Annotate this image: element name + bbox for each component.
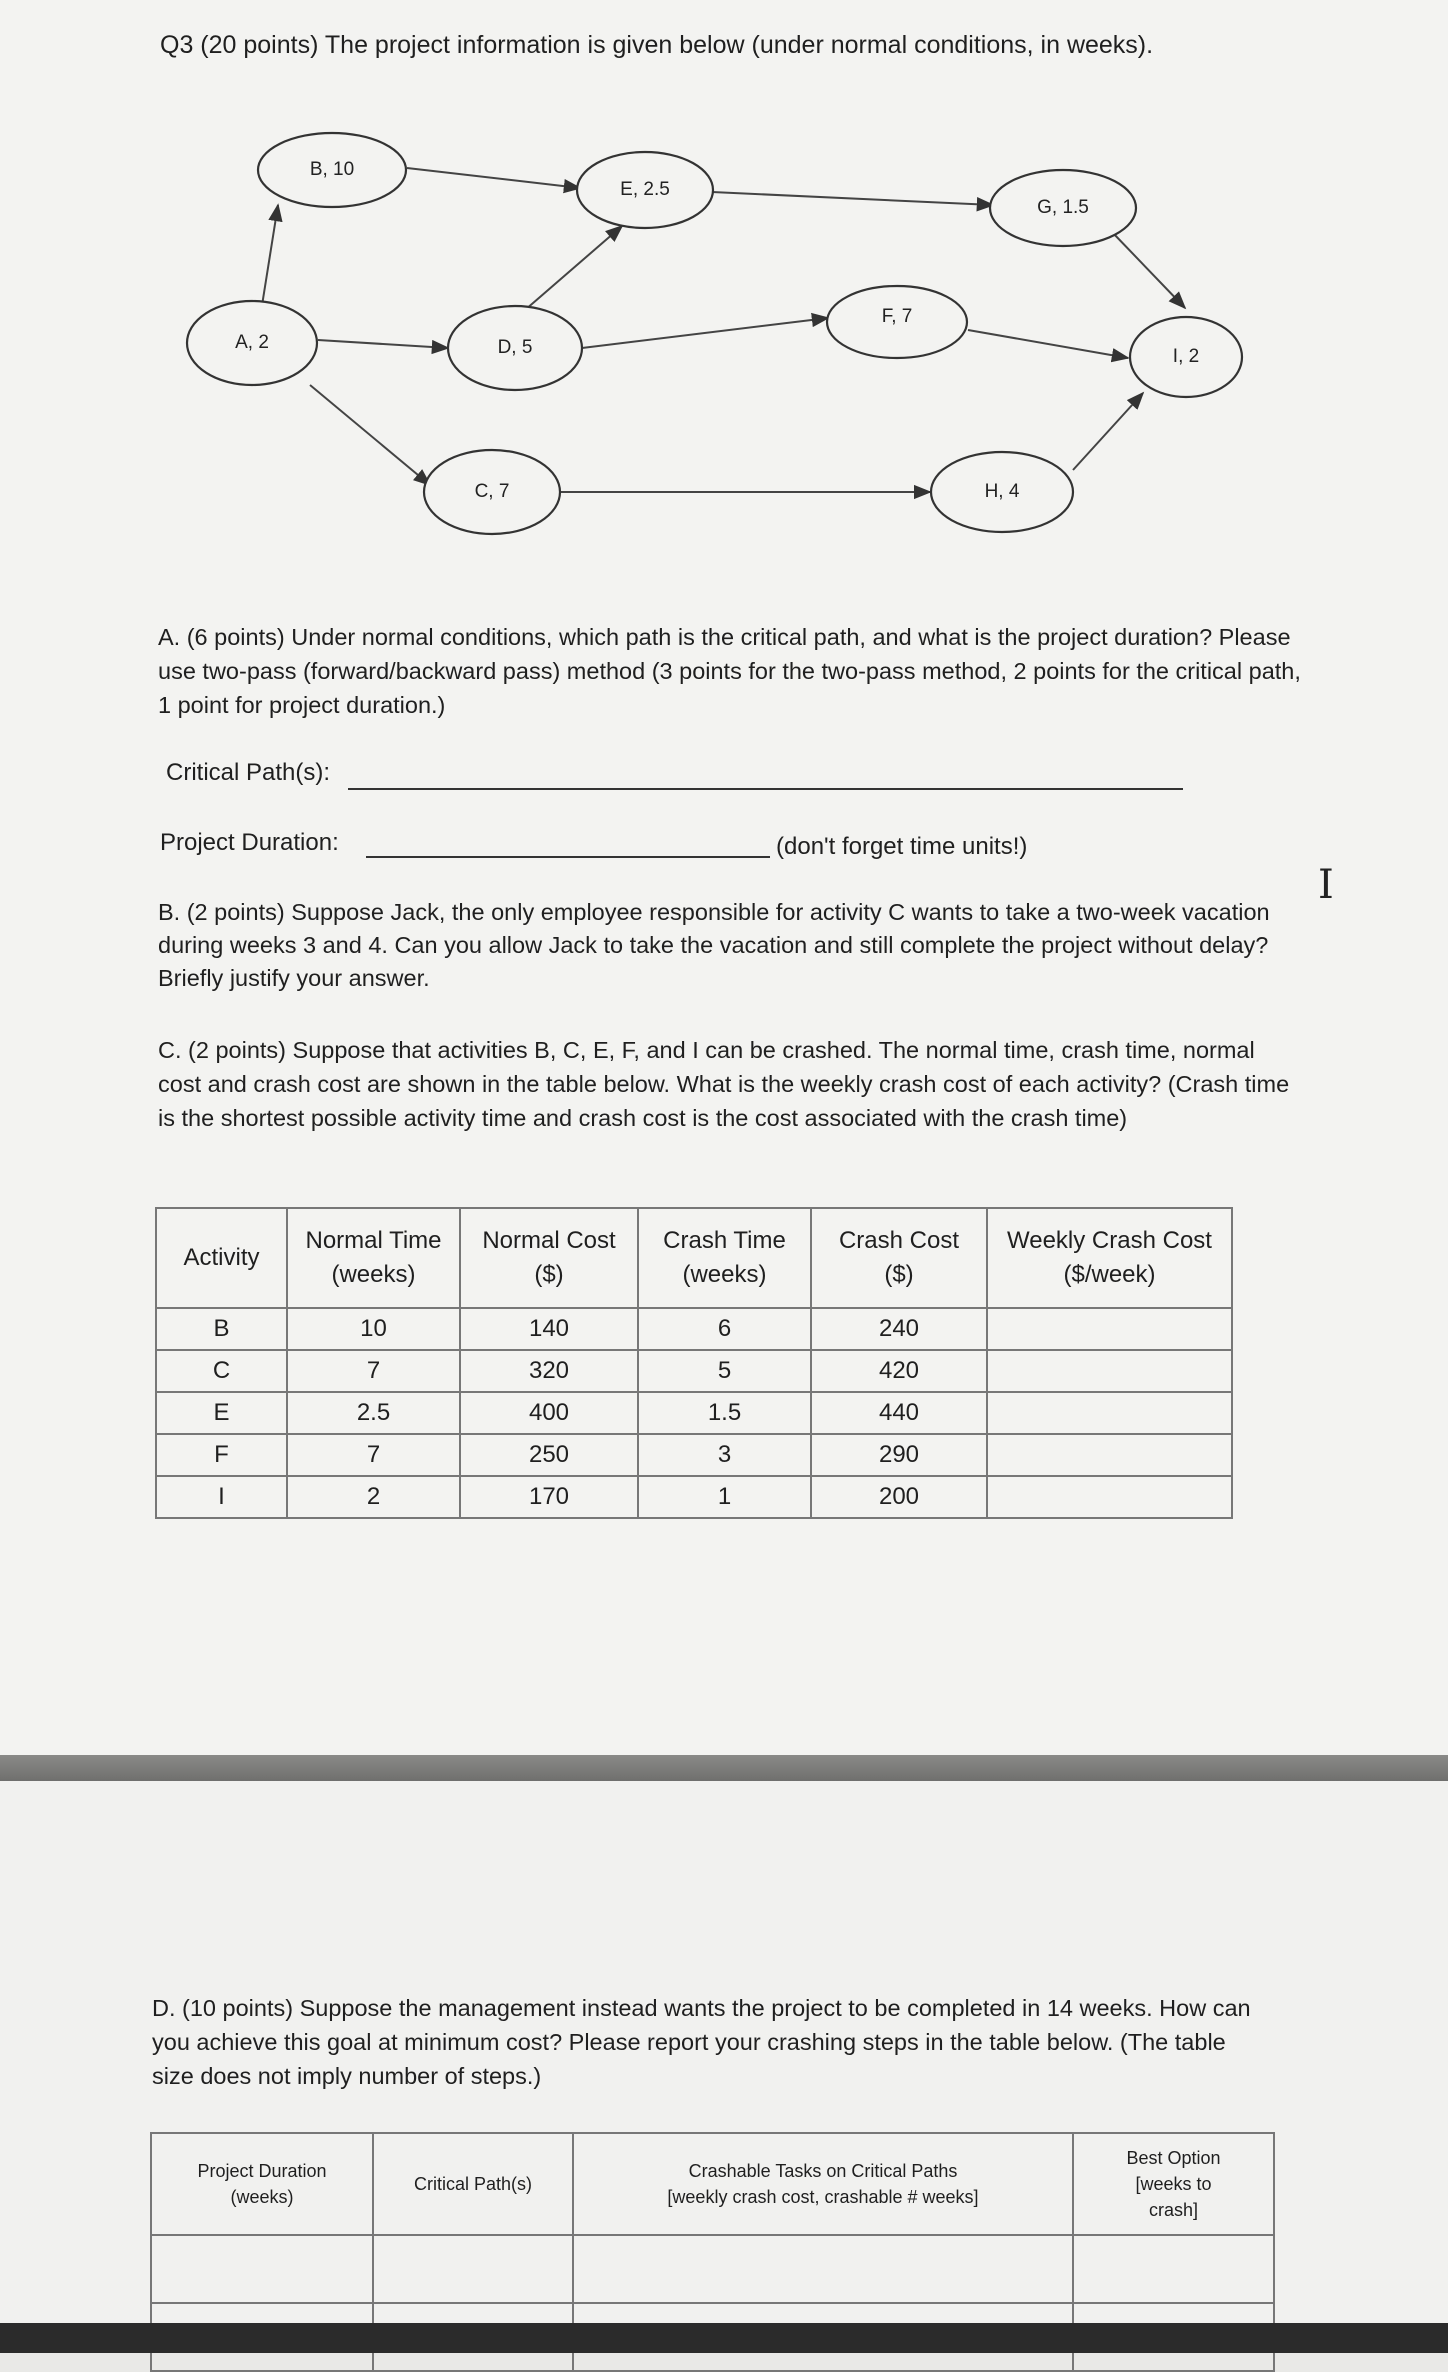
node-label-i: I, 2	[1172, 346, 1200, 367]
duration-units-note: (don't forget time units!)	[776, 833, 1028, 860]
cell-normal-cost: 320	[460, 1350, 638, 1392]
cell-crash-time: 5	[638, 1350, 811, 1392]
cell-crash-cost: 440	[811, 1392, 987, 1434]
table-row	[156, 1308, 1232, 1350]
header-normal-time: Normal Time (weeks)	[287, 1208, 460, 1308]
header-crash-cost: Crash Cost ($)	[811, 1208, 987, 1308]
edge-h-i	[1073, 393, 1143, 470]
cell-weekly-crash-cost-answer[interactable]	[987, 1350, 1232, 1392]
edge-b-e	[407, 168, 580, 188]
header-weekly-crash-cost: Weekly Crash Cost ($/week)	[987, 1208, 1232, 1308]
node-label-a: A, 2	[235, 332, 269, 353]
cell-crash-cost: 290	[811, 1434, 987, 1476]
cell-crash-cost: 200	[811, 1476, 987, 1518]
node-label-f: F, 7	[881, 306, 913, 327]
cell-weekly-crash-cost-answer[interactable]	[987, 1476, 1232, 1518]
cell-normal-time: 2	[287, 1476, 460, 1518]
page-divider	[0, 1755, 1448, 1781]
node-label-h: H, 4	[984, 481, 1020, 502]
header-project-duration: Project Duration (weeks)	[151, 2133, 373, 2235]
answer-cell-crashable-tasks[interactable]	[573, 2235, 1073, 2303]
node-label-b: B, 10	[309, 159, 355, 180]
critical-path-answer-line[interactable]	[348, 788, 1183, 790]
cell-crash-time: 6	[638, 1308, 811, 1350]
question-title: Q3 (20 points) The project information is given below (under normal conditions, in weeks).	[160, 31, 1154, 59]
header-normal-cost: Normal Cost ($)	[460, 1208, 638, 1308]
cell-weekly-crash-cost-answer[interactable]	[987, 1434, 1232, 1476]
crash-cost-table	[155, 1207, 1233, 1519]
header-best-option: Best Option [weeks to crash]	[1073, 2133, 1274, 2235]
photo-bottom-edge	[0, 2323, 1448, 2353]
answer-cell-best-option[interactable]	[1073, 2235, 1274, 2303]
cell-crash-cost: 420	[811, 1350, 987, 1392]
edge-a-c	[310, 385, 430, 485]
table-row	[156, 1434, 1232, 1476]
text-cursor-icon: I	[1318, 862, 1334, 908]
answer-cell-duration[interactable]	[151, 2235, 373, 2303]
header-crashable-tasks: Crashable Tasks on Critical Paths [weekly crash cost, crashable # weeks]	[573, 2133, 1073, 2235]
edge-d-e	[525, 226, 622, 310]
edge-g-i	[1112, 232, 1185, 308]
cell-crash-cost: 240	[811, 1308, 987, 1350]
cell-activity: I	[156, 1476, 287, 1518]
cell-crash-time: 1.5	[638, 1392, 811, 1434]
cell-crash-time: 3	[638, 1434, 811, 1476]
edge-e-g	[712, 192, 993, 205]
project-duration-label: Project Duration:	[160, 829, 339, 856]
header-critical-paths: Critical Path(s)	[373, 2133, 573, 2235]
table-row	[151, 2235, 1274, 2303]
cell-normal-time: 2.5	[287, 1392, 460, 1434]
crash-table-header-row	[156, 1208, 1232, 1308]
edge-f-i	[968, 330, 1128, 358]
cell-weekly-crash-cost-answer[interactable]	[987, 1392, 1232, 1434]
node-label-g: G, 1.5	[1037, 197, 1089, 218]
cell-normal-time: 7	[287, 1434, 460, 1476]
table-row	[156, 1392, 1232, 1434]
node-label-d: D, 5	[497, 337, 533, 358]
project-duration-answer-line[interactable]	[366, 856, 770, 858]
edge-a-d	[318, 340, 448, 348]
part-d-text: D. (10 points) Suppose the management instead wants the project to be completed in 14 weeks. How can you achieve this goal at minimum cost? Please report your crashing steps in the table below. (The table size does not imply number of steps.)	[152, 1995, 1251, 2089]
cell-normal-cost: 140	[460, 1308, 638, 1350]
cell-activity: C	[156, 1350, 287, 1392]
steps-table-header-row	[151, 2133, 1274, 2235]
cell-activity: E	[156, 1392, 287, 1434]
project-network-diagram	[0, 0, 1448, 600]
header-crash-time: Crash Time (weeks)	[638, 1208, 811, 1308]
header-activity: Activity	[156, 1208, 287, 1308]
cell-activity: F	[156, 1434, 287, 1476]
node-label-c: C, 7	[474, 481, 510, 502]
cell-normal-time: 10	[287, 1308, 460, 1350]
part-c-text: C. (2 points) Suppose that activities B, C, E, F, and I can be crashed. The normal time, crash time, normal cost and crash cost are shown in the table below. What is the weekly crash cost of each activity? (Crash time is the shortest possible activity time and crash cost is the cost associated with the crash time)	[158, 1037, 1290, 1131]
cell-weekly-crash-cost-answer[interactable]	[987, 1308, 1232, 1350]
table-row	[156, 1350, 1232, 1392]
table-row	[156, 1476, 1232, 1518]
cell-crash-time: 1	[638, 1476, 811, 1518]
cell-normal-cost: 250	[460, 1434, 638, 1476]
node-label-e: E, 2.5	[620, 179, 670, 200]
cell-normal-cost: 400	[460, 1392, 638, 1434]
cell-activity: B	[156, 1308, 287, 1350]
part-a-text: A. (6 points) Under normal conditions, which path is the critical path, and what is the project duration? Please use two-pass (forward/backward pass) method (3 points for the two-pass method, 2 points for the critical path, 1 point for project duration.)	[158, 624, 1301, 718]
edge-d-f	[582, 318, 828, 348]
cell-normal-time: 7	[287, 1350, 460, 1392]
part-b-text: B. (2 points) Suppose Jack, the only employee responsible for activity C wants to take a two-week vacation during weeks 3 and 4. Can you allow Jack to take the vacation and still complete the project without delay? Briefly justify your answer.	[158, 899, 1270, 991]
cell-normal-cost: 170	[460, 1476, 638, 1518]
critical-path-label: Critical Path(s):	[166, 759, 331, 786]
network-node-labels	[235, 159, 1199, 502]
answer-cell-critical-paths[interactable]	[373, 2235, 573, 2303]
network-nodes	[187, 133, 1242, 534]
